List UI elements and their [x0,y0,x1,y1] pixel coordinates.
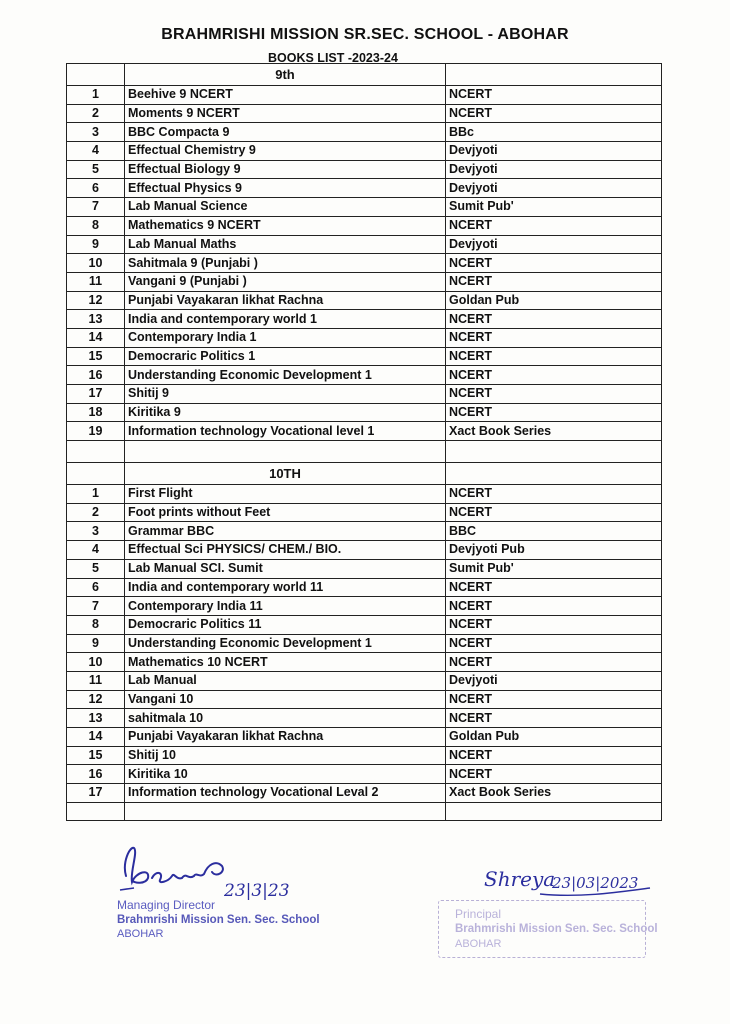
book-title-cell: Understanding Economic Development 1 [125,366,446,385]
serial-number-cell: 5 [67,559,125,578]
publisher-cell: Xact Book Series [446,784,662,803]
publisher-cell: NCERT [446,403,662,422]
book-title-cell: Shitij 9 [125,385,446,404]
table-row [67,216,662,235]
book-title-cell: India and contemporary world 11 [125,578,446,597]
serial-number-cell: 9 [67,235,125,254]
book-title-cell: Democraric Politics 11 [125,615,446,634]
table-row [67,634,662,653]
serial-number-cell: 5 [67,160,125,179]
book-title-cell: Vangani 9 (Punjabi ) [125,272,446,291]
book-title-cell: Mathematics 9 NCERT [125,216,446,235]
publisher-cell: Devjyoti [446,179,662,198]
table-row [67,485,662,504]
class-9-heading-row [67,64,662,86]
book-title-cell: Effectual Biology 9 [125,160,446,179]
publisher-cell: Sumit Pub' [446,559,662,578]
serial-number-cell: 6 [67,179,125,198]
table-row [67,690,662,709]
table-row [67,328,662,347]
books-list-subtitle: BOOKS LIST -2023-24 [268,51,398,65]
book-title-cell: Sahitmala 9 (Punjabi ) [125,254,446,273]
serial-number-cell: 1 [67,86,125,105]
serial-number-cell: 7 [67,198,125,217]
publisher-cell: NCERT [446,385,662,404]
table-row [67,123,662,142]
serial-number-cell: 15 [67,347,125,366]
empty-cell [67,802,125,821]
serial-number-cell: 18 [67,403,125,422]
empty-cell [125,802,446,821]
table-row [67,366,662,385]
table-row [67,235,662,254]
table-row [67,310,662,329]
publisher-cell: NCERT [446,615,662,634]
serial-number-cell: 11 [67,272,125,291]
empty-cell [446,802,662,821]
publisher-cell: Devjyoti [446,160,662,179]
serial-number-cell: 3 [67,123,125,142]
book-title-cell: sahitmala 10 [125,709,446,728]
serial-number-cell: 7 [67,597,125,616]
table-row [67,559,662,578]
publisher-cell: NCERT [446,597,662,616]
table-row [67,503,662,522]
serial-number-cell: 12 [67,291,125,310]
table-row [67,728,662,747]
heading-cell-blank [446,64,662,86]
table-row [67,179,662,198]
table-row [67,385,662,404]
principal-city: ABOHAR [455,938,502,950]
book-title-cell: Punjabi Vayakaran likhat Rachna [125,291,446,310]
table-row [67,522,662,541]
book-title-cell: Punjabi Vayakaran likhat Rachna [125,728,446,747]
table-footer [67,802,662,821]
publisher-cell: Goldan Pub [446,291,662,310]
publisher-cell: NCERT [446,503,662,522]
principal-signature-mark [480,858,660,902]
table-row [67,615,662,634]
book-title-cell: Contemporary India 11 [125,597,446,616]
publisher-cell: NCERT [446,86,662,105]
principal-handwritten-name: Shreya [484,867,556,891]
publisher-cell: NCERT [446,485,662,504]
serial-number-cell: 9 [67,634,125,653]
table-row [67,142,662,161]
principal-title: Principal [455,907,502,921]
serial-number-cell: 13 [67,310,125,329]
school-title: BRAHMRISHI MISSION SR.SEC. SCHOOL - ABOHAR [161,26,569,43]
table-row [67,347,662,366]
book-title-cell: Mathematics 10 NCERT [125,653,446,672]
serial-number-cell: 2 [67,503,125,522]
class-10-heading-row [67,463,662,485]
serial-number-cell: 2 [67,104,125,123]
publisher-cell: NCERT [446,347,662,366]
serial-number-cell: 13 [67,709,125,728]
book-title-cell: Effectual Chemistry 9 [125,142,446,161]
principal-handwritten-date: 23|03|2023 [552,874,639,892]
serial-number-cell: 4 [67,541,125,560]
publisher-cell: NCERT [446,765,662,784]
class-10-section [67,463,662,803]
book-title-cell: Information technology Vocational Leval 2 [125,784,446,803]
section-spacer [67,441,662,463]
book-title-cell: Contemporary India 1 [125,328,446,347]
serial-number-cell: 16 [67,366,125,385]
book-title-cell: BBC Compacta 9 [125,123,446,142]
table-row [67,541,662,560]
book-title-cell: Effectual Sci PHYSICS/ CHEM./ BIO. [125,541,446,560]
publisher-cell: NCERT [446,366,662,385]
publisher-cell: Sumit Pub' [446,198,662,217]
publisher-cell: NCERT [446,254,662,273]
publisher-cell: NCERT [446,328,662,347]
book-title-cell: Kiritika 10 [125,765,446,784]
publisher-cell: NCERT [446,310,662,329]
serial-number-cell: 10 [67,254,125,273]
serial-number-cell: 10 [67,653,125,672]
table-row [67,403,662,422]
table-row [67,784,662,803]
table-row [67,746,662,765]
serial-number-cell: 8 [67,216,125,235]
spacer-row [67,441,662,463]
serial-number-cell: 16 [67,765,125,784]
publisher-cell: Devjyoti [446,142,662,161]
table-row [67,597,662,616]
table-row [67,653,662,672]
managing-director-title: Managing Director [117,898,216,912]
spacer-cell [446,441,662,463]
serial-number-cell: 6 [67,578,125,597]
heading-cell-blank [67,463,125,485]
publisher-cell: NCERT [446,104,662,123]
book-title-cell: India and contemporary world 1 [125,310,446,329]
spacer-cell [67,441,125,463]
managing-director-handwritten-date: 23|3|23 [224,881,290,901]
book-title-cell: Moments 9 NCERT [125,104,446,123]
publisher-cell: NCERT [446,746,662,765]
publisher-cell: NCERT [446,634,662,653]
table-row [67,104,662,123]
publisher-cell: BBc [446,123,662,142]
principal-stamp [438,900,658,958]
managing-director-school: Brahmrishi Mission Sen. Sec. School [117,914,320,926]
publisher-cell: Goldan Pub [446,728,662,747]
book-title-cell: Beehive 9 NCERT [125,86,446,105]
publisher-cell: NCERT [446,653,662,672]
table-row [67,765,662,784]
publisher-cell: BBC [446,522,662,541]
serial-number-cell: 17 [67,385,125,404]
table-row [67,254,662,273]
book-title-cell: Grammar BBC [125,522,446,541]
table-row [67,709,662,728]
principal-school: Brahmrishi Mission Sen. Sec. School [455,923,658,935]
empty-final-row [67,802,662,821]
serial-number-cell: 8 [67,615,125,634]
serial-number-cell: 3 [67,522,125,541]
managing-director-signature-mark [112,842,342,902]
book-title-cell: Shitij 10 [125,746,446,765]
serial-number-cell: 19 [67,422,125,441]
table-row [67,578,662,597]
serial-number-cell: 14 [67,728,125,747]
managing-director-signature-block [112,842,342,952]
table-row [67,272,662,291]
book-title-cell: First Flight [125,485,446,504]
table-row [67,422,662,441]
book-title-cell: Understanding Economic Development 1 [125,634,446,653]
book-title-cell: Vangani 10 [125,690,446,709]
publisher-cell: NCERT [446,272,662,291]
publisher-cell: NCERT [446,216,662,235]
table-row [67,671,662,690]
serial-number-cell: 1 [67,485,125,504]
table-row [67,198,662,217]
publisher-cell: Devjyoti [446,671,662,690]
book-title-cell: Lab Manual Maths [125,235,446,254]
serial-number-cell: 17 [67,784,125,803]
managing-director-city: ABOHAR [117,928,164,940]
serial-number-cell: 4 [67,142,125,161]
serial-number-cell: 12 [67,690,125,709]
books-table [66,63,662,821]
spacer-cell [125,441,446,463]
publisher-cell: Devjyoti [446,235,662,254]
serial-number-cell: 15 [67,746,125,765]
serial-number-cell: 11 [67,671,125,690]
class-9-heading: 9th [125,64,446,86]
heading-cell-blank [67,64,125,86]
table-row [67,160,662,179]
table-row [67,86,662,105]
book-title-cell: Kiritika 9 [125,403,446,422]
book-title-cell: Democraric Politics 1 [125,347,446,366]
book-title-cell: Lab Manual Science [125,198,446,217]
book-title-cell: Lab Manual [125,671,446,690]
publisher-cell: Devjyoti Pub [446,541,662,560]
publisher-cell: NCERT [446,578,662,597]
publisher-cell: NCERT [446,690,662,709]
book-title-cell: Lab Manual SCI. Sumit [125,559,446,578]
heading-cell-blank [446,463,662,485]
table-row [67,291,662,310]
book-title-cell: Foot prints without Feet [125,503,446,522]
publisher-cell: Xact Book Series [446,422,662,441]
serial-number-cell: 14 [67,328,125,347]
class-9-section [67,64,662,441]
book-title-cell: Effectual Physics 9 [125,179,446,198]
class-10-heading: 10TH [125,463,446,485]
publisher-cell: NCERT [446,709,662,728]
book-title-cell: Information technology Vocational level 1 [125,422,446,441]
